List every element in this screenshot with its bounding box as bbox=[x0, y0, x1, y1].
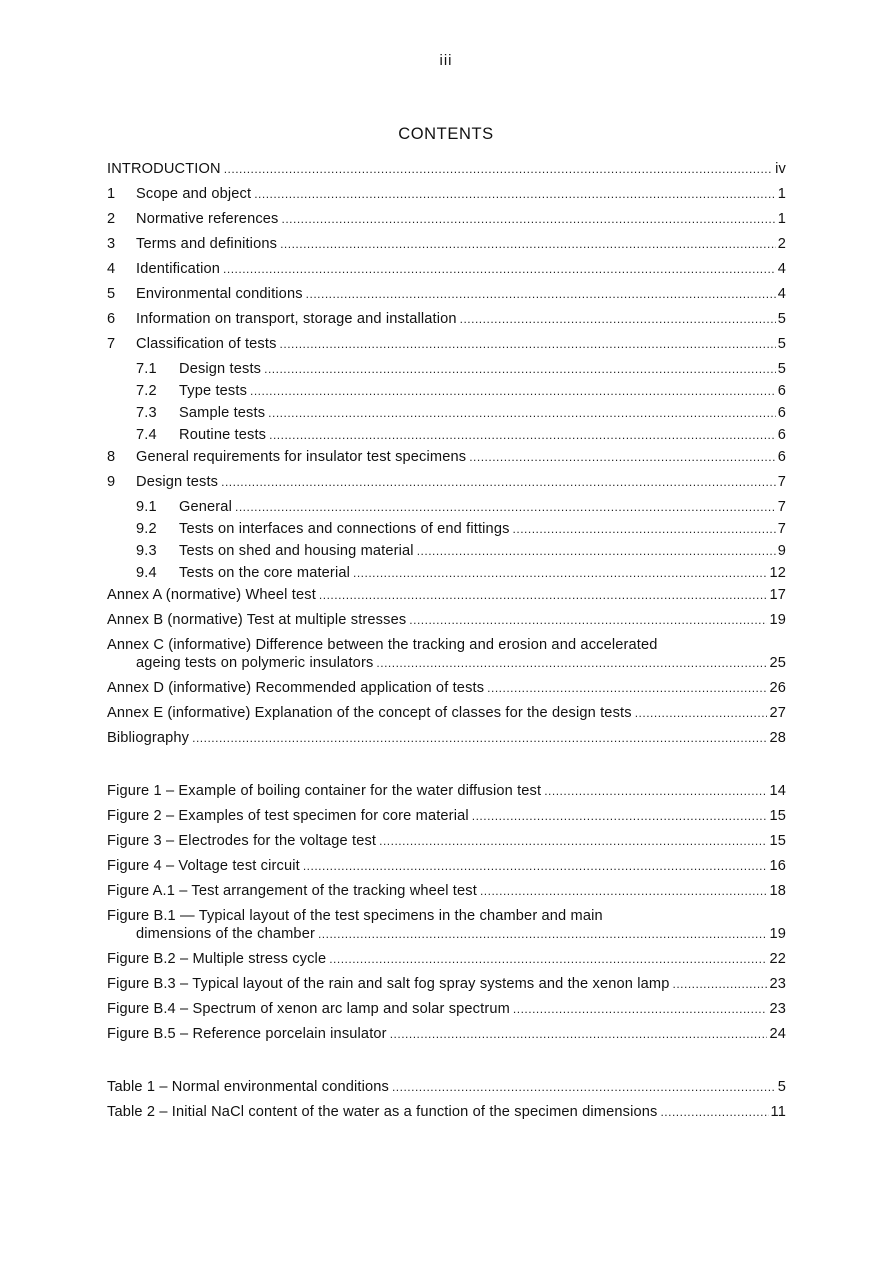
toc-entry-section-7-1[interactable] bbox=[107, 361, 786, 378]
leader-dots bbox=[472, 808, 768, 825]
leader-dots bbox=[250, 383, 776, 400]
toc-entry-label: General bbox=[179, 499, 232, 515]
toc-entry-page: 7 bbox=[777, 474, 786, 490]
toc-entry-annex-d[interactable] bbox=[107, 680, 786, 697]
leader-dots bbox=[480, 883, 768, 900]
leader-dots bbox=[513, 521, 776, 538]
toc-entry-page: 7 bbox=[777, 499, 786, 515]
leader-dots bbox=[460, 311, 776, 328]
toc-entry-figure-b1[interactable] bbox=[107, 908, 786, 943]
toc-entry-section-7-2[interactable] bbox=[107, 383, 786, 400]
toc-entry-label: Information on transport, storage and installation bbox=[136, 311, 457, 327]
toc-entry-label: Figure B.3 – Typical layout of the rain and salt fog spray systems and the xenon lamp bbox=[107, 976, 670, 992]
toc-entry-section-3[interactable] bbox=[107, 236, 786, 253]
section-number: 9 bbox=[107, 474, 116, 490]
toc-entry-page: 22 bbox=[769, 951, 786, 967]
leader-dots bbox=[264, 361, 776, 378]
toc-entry-figure-4[interactable] bbox=[107, 858, 786, 875]
toc-entry-label: Routine tests bbox=[179, 427, 267, 443]
toc-entry-label: Table 1 – Normal environmental conditions bbox=[107, 1079, 389, 1095]
toc-entry-label: Annex A (normative) Wheel test bbox=[107, 587, 316, 603]
toc-entry-section-9-1[interactable] bbox=[107, 499, 786, 516]
section-number: 6 bbox=[107, 311, 116, 327]
toc-entry-section-9-3[interactable] bbox=[107, 543, 786, 560]
toc-entry-page: 15 bbox=[769, 833, 786, 849]
toc-entry-page: 18 bbox=[769, 883, 786, 899]
toc-entry-section-6[interactable] bbox=[107, 311, 786, 328]
leader-dots bbox=[224, 161, 773, 178]
toc-entry-figure-a1[interactable] bbox=[107, 883, 786, 900]
leader-dots bbox=[635, 705, 768, 722]
toc-entry-page: 23 bbox=[769, 1001, 786, 1017]
toc-entry-label: Tests on interfaces and connections of end fittings bbox=[179, 521, 510, 537]
toc-entry-page: 28 bbox=[769, 730, 786, 746]
toc-entry-label-continued: dimensions of the chamber bbox=[136, 926, 315, 942]
toc-entry-label: Environmental conditions bbox=[136, 286, 303, 302]
toc-entry-figure-3[interactable] bbox=[107, 833, 786, 850]
section-number: 2 bbox=[107, 211, 116, 227]
leader-dots bbox=[409, 612, 767, 629]
toc-entry-label: Figure B.4 – Spectrum of xenon arc lamp and solar spectrum bbox=[107, 1001, 510, 1017]
toc-entry-label: Identification bbox=[136, 261, 221, 277]
section-number: 9.3 bbox=[136, 543, 157, 559]
toc-entry-label: Figure B.2 – Multiple stress cycle bbox=[107, 951, 327, 967]
section-number: 5 bbox=[107, 286, 116, 302]
leader-dots bbox=[544, 783, 767, 800]
toc-entry-section-7-4[interactable] bbox=[107, 427, 786, 444]
section-number: 9.2 bbox=[136, 521, 157, 537]
leader-dots bbox=[353, 565, 767, 582]
leader-dots bbox=[235, 499, 776, 516]
leader-dots bbox=[254, 186, 776, 203]
toc-entry-page: 16 bbox=[769, 858, 786, 874]
leader-dots bbox=[379, 833, 767, 850]
leader-dots bbox=[280, 336, 776, 353]
leader-dots bbox=[392, 1079, 776, 1096]
toc-entry-section-1[interactable] bbox=[107, 186, 786, 203]
toc-entry-page: 25 bbox=[769, 655, 786, 671]
toc-entry-label-continued: ageing tests on polymeric insulators bbox=[136, 655, 374, 671]
toc-entry-figure-b2[interactable] bbox=[107, 951, 786, 968]
toc-entry-label: Sample tests bbox=[179, 405, 266, 421]
toc-entry-section-8[interactable] bbox=[107, 449, 786, 466]
leader-dots bbox=[268, 405, 776, 422]
table-of-contents bbox=[107, 161, 786, 1121]
toc-entry-label: Annex C (informative) Difference between the tracking and erosion and accelerated bbox=[107, 637, 658, 653]
leader-dots bbox=[318, 926, 767, 943]
toc-entry-section-7[interactable] bbox=[107, 336, 786, 353]
toc-entry-label: Figure A.1 – Test arrangement of the tracking wheel test bbox=[107, 883, 477, 899]
leader-dots bbox=[660, 1104, 768, 1121]
toc-entry-label: Annex D (informative) Recommended application of tests bbox=[107, 680, 485, 696]
leader-dots bbox=[487, 680, 767, 697]
section-number: 1 bbox=[107, 186, 116, 202]
toc-entry-label: INTRODUCTION bbox=[107, 161, 221, 177]
section-number: 7.4 bbox=[136, 427, 157, 443]
toc-entry-label: Normative references bbox=[136, 211, 279, 227]
toc-entry-label: Tests on shed and housing material bbox=[179, 543, 414, 559]
toc-entry-annex-c[interactable] bbox=[107, 637, 786, 672]
toc-entry-label: Annex E (informative) Explanation of the concept of classes for the design tests bbox=[107, 705, 632, 721]
toc-entry-label: Scope and object bbox=[136, 186, 252, 202]
toc-entry-page: 5 bbox=[777, 361, 786, 377]
toc-entry-section-2[interactable] bbox=[107, 211, 786, 228]
section-number: 8 bbox=[107, 449, 116, 465]
toc-entry-section-7-3[interactable] bbox=[107, 405, 786, 422]
toc-entry-page: 27 bbox=[769, 705, 786, 721]
leader-dots bbox=[513, 1001, 768, 1018]
toc-entry-page: iv bbox=[775, 161, 786, 177]
toc-entry-annex-b[interactable] bbox=[107, 612, 786, 629]
toc-entry-page: 6 bbox=[777, 383, 786, 399]
toc-entry-page: 24 bbox=[769, 1026, 786, 1042]
toc-entry-page: 2 bbox=[777, 236, 786, 252]
toc-entry-page: 5 bbox=[777, 1079, 786, 1095]
leader-dots bbox=[672, 976, 767, 993]
toc-entry-page: 1 bbox=[777, 186, 786, 202]
toc-entry-annex-e[interactable] bbox=[107, 705, 786, 722]
toc-entry-section-9-4[interactable] bbox=[107, 565, 786, 582]
toc-entry-label: Figure 3 – Electrodes for the voltage test bbox=[107, 833, 377, 849]
toc-entry-figure-b4[interactable] bbox=[107, 1001, 786, 1018]
section-number: 9.1 bbox=[136, 499, 157, 515]
leader-dots bbox=[223, 261, 776, 278]
toc-entry-figure-1[interactable] bbox=[107, 783, 786, 800]
toc-entry-table-1[interactable] bbox=[107, 1079, 786, 1096]
toc-entry-label: Classification of tests bbox=[136, 336, 277, 352]
leader-dots bbox=[303, 858, 768, 875]
toc-entry-page: 26 bbox=[769, 680, 786, 696]
leader-dots bbox=[469, 449, 776, 466]
toc-entry-page: 19 bbox=[769, 612, 786, 628]
leader-dots bbox=[282, 211, 776, 228]
toc-entry-label: Terms and definitions bbox=[136, 236, 278, 252]
toc-entry-figure-2[interactable] bbox=[107, 808, 786, 825]
toc-entry-label: Bibliography bbox=[107, 730, 190, 746]
toc-entry-label: Figure 4 – Voltage test circuit bbox=[107, 858, 300, 874]
toc-entry-section-9[interactable] bbox=[107, 474, 786, 491]
toc-entry-page: 9 bbox=[777, 543, 786, 559]
toc-entry-label: Type tests bbox=[179, 383, 248, 399]
toc-entry-page: 12 bbox=[769, 565, 786, 581]
toc-entry-page: 4 bbox=[777, 286, 786, 302]
leader-dots bbox=[376, 655, 767, 672]
leader-dots bbox=[192, 730, 767, 747]
toc-entry-page: 11 bbox=[770, 1104, 786, 1120]
toc-entry-section-9-2[interactable] bbox=[107, 521, 786, 538]
toc-entry-table-2[interactable] bbox=[107, 1104, 786, 1121]
section-number: 7 bbox=[107, 336, 116, 352]
section-number: 3 bbox=[107, 236, 116, 252]
toc-entry-page: 7 bbox=[777, 521, 786, 537]
toc-entry-figure-b5[interactable] bbox=[107, 1026, 786, 1043]
toc-entry-label: Figure 2 – Examples of test specimen for core material bbox=[107, 808, 469, 824]
toc-entry-page: 6 bbox=[777, 449, 786, 465]
leader-dots bbox=[417, 543, 776, 560]
toc-entry-page: 5 bbox=[777, 336, 786, 352]
toc-entry-label: Design tests bbox=[179, 361, 262, 377]
toc-entry-label: Table 2 – Initial NaCl content of the water as a function of the specimen dimensions bbox=[107, 1104, 658, 1120]
leader-dots bbox=[390, 1026, 768, 1043]
toc-entry-annex-a[interactable] bbox=[107, 587, 786, 604]
page-title: CONTENTS bbox=[398, 125, 494, 143]
toc-entry-label: Figure B.5 – Reference porcelain insulator bbox=[107, 1026, 387, 1042]
toc-entry-page: 15 bbox=[769, 808, 786, 824]
section-number: 9.4 bbox=[136, 565, 157, 581]
toc-entry-label: Tests on the core material bbox=[179, 565, 350, 581]
toc-entry-page: 23 bbox=[769, 976, 786, 992]
leader-dots bbox=[280, 236, 776, 253]
toc-entry-section-4[interactable] bbox=[107, 261, 786, 278]
toc-entry-page: 14 bbox=[769, 783, 786, 799]
toc-entry-label: Figure B.1 — Typical layout of the test specimens in the chamber and main bbox=[107, 908, 603, 924]
leader-dots bbox=[221, 474, 776, 491]
toc-entry-section-5[interactable] bbox=[107, 286, 786, 303]
leader-dots bbox=[329, 951, 767, 968]
toc-entry-page: 4 bbox=[777, 261, 786, 277]
toc-entry-label: Figure 1 – Example of boiling container for the water diffusion test bbox=[107, 783, 542, 799]
toc-entry-label: Annex B (normative) Test at multiple stresses bbox=[107, 612, 407, 628]
leader-dots bbox=[269, 427, 776, 444]
toc-entry-label: Design tests bbox=[136, 474, 219, 490]
toc-entry-page: 1 bbox=[777, 211, 786, 227]
toc-entry-bibliography[interactable] bbox=[107, 730, 786, 747]
toc-entry-page: 5 bbox=[777, 311, 786, 327]
section-number: 4 bbox=[107, 261, 116, 277]
toc-entry-introduction[interactable] bbox=[107, 161, 786, 178]
section-number: 7.2 bbox=[136, 383, 157, 399]
page-number: iii bbox=[439, 52, 453, 69]
toc-entry-page: 6 bbox=[777, 405, 786, 421]
toc-entry-page: 19 bbox=[769, 926, 786, 942]
section-number: 7.1 bbox=[136, 361, 157, 377]
toc-entry-page: 6 bbox=[777, 427, 786, 443]
toc-entry-page: 17 bbox=[769, 587, 786, 603]
section-number: 7.3 bbox=[136, 405, 157, 421]
toc-entry-label: General requirements for insulator test specimens bbox=[136, 449, 467, 465]
leader-dots bbox=[319, 587, 768, 604]
leader-dots bbox=[306, 286, 776, 303]
toc-entry-figure-b3[interactable] bbox=[107, 976, 786, 993]
